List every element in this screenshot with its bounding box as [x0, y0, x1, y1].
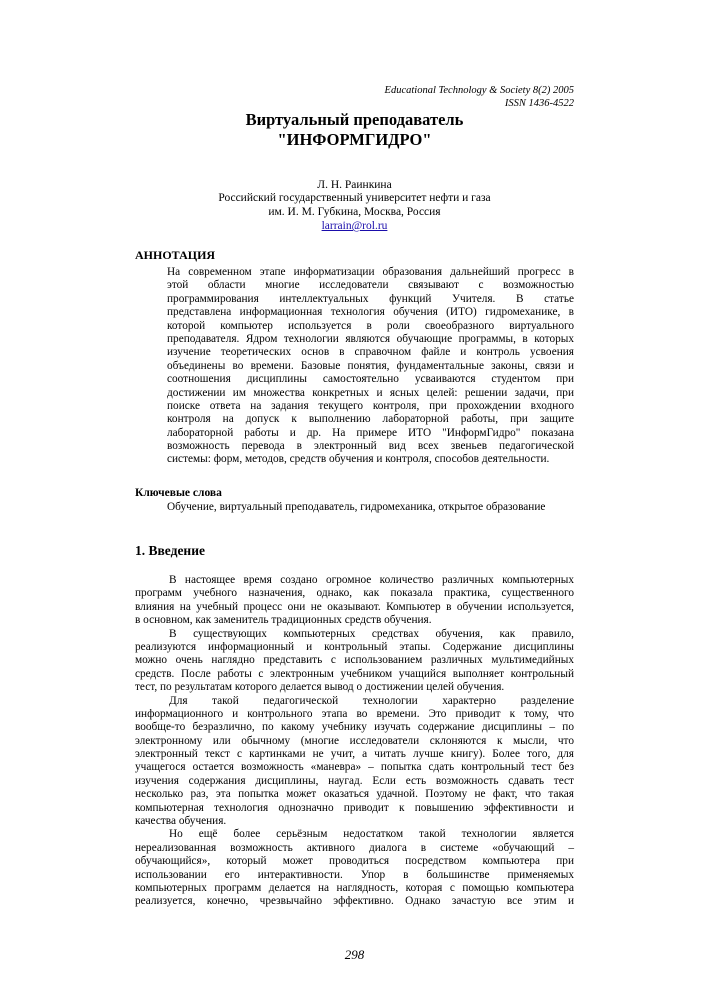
abstract-line: изучение теоретических основ в справочном файле и контроль усвоения — [167, 346, 574, 359]
abstract-body — [167, 266, 574, 467]
body-line: программ учебного назначения, однако, как показала практика, существенного — [135, 587, 574, 600]
journal-header: Educational Technology & Society 8(2) 2005 — [384, 85, 574, 96]
body-line: можно очень наглядно представить с использованием различных мультимедийных — [135, 654, 574, 667]
abstract-line: соотношения дисциплины самостоятельно усваиваются студентом при — [167, 373, 574, 386]
abstract-line: которой компьютер используется в роли своеобразного виртуального — [167, 319, 574, 332]
abstract-heading: АННОТАЦИЯ — [135, 248, 216, 262]
body-line: влияния на учебный процесс они не оказывают. Компьютер в обучении используется, — [135, 600, 574, 613]
abstract-line: объединены во времени. Базовые понятия, фундаментальные законы, связи и — [167, 359, 574, 372]
body-line: вообще-то безразлично, по какому учебнику изучать содержание дисциплины – по — [135, 721, 574, 734]
body-line: учащегося остается возможность «маневра» – попытка сдать контрольный тест без — [135, 761, 574, 774]
author-affiliation-2: им. И. М. Губкина, Москва, Россия — [268, 206, 441, 218]
body-line: реализуется, конечно, чрезвычайно эффективно. Однако зачастую все этим и — [135, 895, 574, 908]
abstract-line: этой области многие исследователи связывают с возможностью — [167, 279, 574, 292]
abstract-line: преподавателя. Ядром технологии являются обучающие программы, в которых — [167, 332, 574, 345]
abstract-line: достижении им множества конкретных и ясных целей: решении задачи, при — [167, 386, 574, 399]
section-1-body — [135, 574, 574, 909]
author-email-link[interactable]: larrain@rol.ru — [321, 220, 388, 232]
author-name: Л. Н. Раинкина — [317, 179, 392, 191]
body-line: реализуются информационный и контрольный этапы. Содержание дисциплины — [135, 640, 574, 653]
abstract-line: лабораторной работы и др. На примере ИТО "ИнформГидро" показана — [167, 426, 574, 439]
body-line: в основном, как заменитель традиционных средств обучения. — [135, 614, 432, 627]
body-line: В настоящее время создано огромное количество различных компьютерных — [169, 574, 574, 586]
body-line: качества обучения. — [135, 815, 227, 828]
body-line: нереализованная возможность активного диалога в системе «обучающий – — [135, 841, 574, 854]
body-line: средств. После работы с электронным учебником учащийся выполняет контрольный — [135, 667, 574, 680]
body-line: несколько раз, эта попытка может оказаться удачной. Поэтому не факт, что такая — [135, 788, 574, 801]
body-line: электронный текст с картинками не учит, а читать лучше книгу). Более того, для — [135, 748, 574, 761]
abstract-line: программирования интеллектуальных функций Учителя. В статье — [167, 292, 574, 305]
abstract-line: представлена информационная технология обучения (ИТО) гидромеханике, в — [167, 306, 574, 319]
author-affiliation-1: Российский государственный университет нефти и газа — [218, 192, 491, 204]
issn-header: ISSN 1436-4522 — [504, 98, 574, 109]
body-line: компьютерная технология однозначно приводит к повышению эффективности и — [135, 801, 574, 814]
body-line: электронному или обычному (многие исследователи склоняются к мысли, что — [135, 734, 574, 747]
section-1-heading: 1. Введение — [135, 543, 205, 558]
body-line: В существующих компьютерных средствах обучения, как правило, — [169, 627, 574, 640]
body-line: Но ещё более серьёзным недостатком такой технологии является — [169, 828, 574, 841]
body-line: изучения содержания дисциплины, наугад. Если есть возможность сдавать тест — [135, 774, 574, 787]
paper-title-line1: Виртуальный преподаватель — [245, 110, 464, 129]
keywords-text: Обучение, виртуальный преподаватель, гидромеханика, открытое образование — [167, 501, 546, 513]
author-email-row — [0, 219, 709, 234]
keywords-heading: Ключевые слова — [135, 487, 222, 499]
body-line: информационного и контрольного этапа во времени. Это приводит к тому, что — [135, 707, 574, 720]
abstract-line: возможность перевода в электронный вид всех звеньев педагогической — [167, 440, 574, 453]
page-number: 298 — [344, 947, 365, 962]
body-line: Для такой педагогической технологии характерно разделение — [169, 694, 574, 707]
body-line: тест, по результатам которого делается вывод о достижении целей обучения. — [135, 681, 505, 694]
abstract-line: На современном этапе информатизации образования дальнейший прогресс в — [167, 266, 574, 278]
body-line: обучающийся», который может проводиться посредством компьютера при — [135, 855, 574, 868]
paper-title-line2: "ИНФОРМГИДРО" — [277, 130, 432, 149]
body-line: использовании его интерактивности. Упор в большинстве применяемых — [135, 868, 574, 881]
body-line: компьютерных программ делается на наглядность, которая с помощью компьютера — [135, 881, 574, 894]
abstract-line: системы: форм, методов, средств обучения и контроля, способов деятельности. — [167, 453, 550, 466]
abstract-line: контроля на допуск к выполнению лабораторной работы, при защите — [167, 413, 574, 426]
abstract-line: поиске ответа на задания текущего контроля, при прохождении входного — [167, 399, 574, 412]
